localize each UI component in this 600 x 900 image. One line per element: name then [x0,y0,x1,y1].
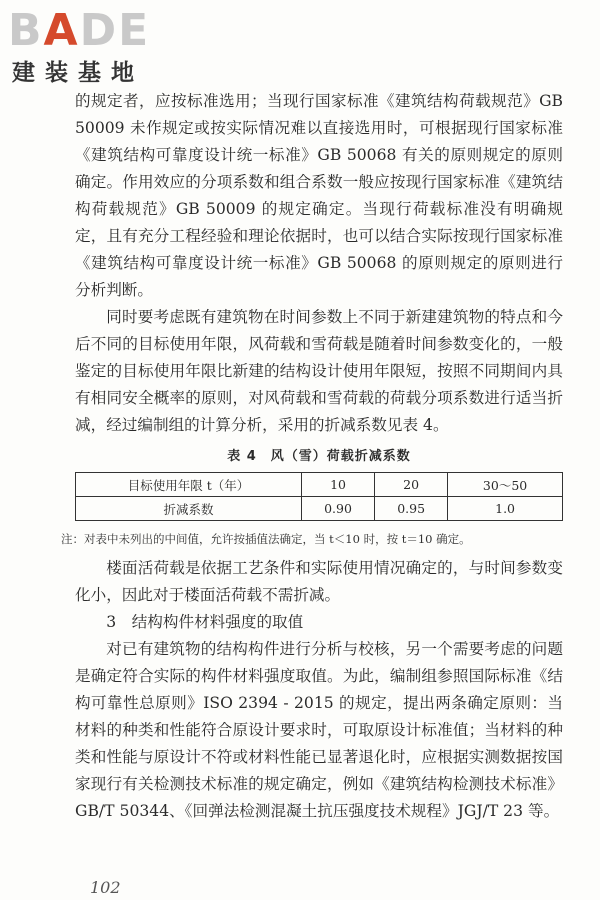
paragraph-material-strength: 对已有建筑物的结构构件进行分析与校核，另一个需要考虑的问题是确定符合实际的构件材料强度取值。为此，编制组参照国际标准《结构可靠性总原则》ISO 2394 - 2015 的规定，提出两条确定原则：当材料的种类和性能符合原设计要求时，可取原设计标准值；当材料的种类和性能与原设计不符或材料性能已显著退化时，应根据实测数据按国家现行有关检测技术标准的规定确定，例如《建筑结构检测技术标准》GB/T 50344、《回弹法检测混凝土抗压强度技术规程》JGJ/T 23 等。 [75,640,563,820]
reduction-factor-table [75,472,563,521]
table-cell: 0.95 [375,497,448,521]
table-cell: 20 [375,473,448,497]
page-body [61,88,563,825]
table-header-row [76,473,563,497]
paragraph-wind-snow-reduction: 同时要考虑既有建筑物在时间参数上不同于新建建筑物的特点和今后不同的目标使用年限，风荷载和雪荷载是随着时间参数变化的，一般鉴定的目标使用年限比新建的结构设计使用年限短，按照不同期间内具有相同安全概率的原则，对风荷载和雪荷载的荷载分项系数进行适当折减，经过编制组的计算分析，采用的折减系数见表 4。 [75,308,563,434]
bade-logo [8,6,183,90]
table-note: 注：对表中未列出的中间值，允许按插值法确定，当 t＜10 时，按 t＝10 确定。 [61,532,471,546]
table-cell: 1.0 [448,497,563,521]
table-cell: 30～50 [448,473,563,497]
logo-wordmark: BADE [8,5,151,56]
table-cell: 10 [302,473,375,497]
section-heading: 3 结构构件材料强度的取值 [106,613,304,631]
table-cell: 折减系数 [76,497,302,521]
table-cell: 目标使用年限 t（年） [76,473,302,497]
logo-subtitle: 建装基地 [12,60,144,86]
table-caption: 表 4 风（雪）荷载折减系数 [227,449,411,464]
table-row [76,497,563,521]
paragraph-load-standards: 的规定者，应按标准选用；当现行国家标准《建筑结构荷载规范》GB 50009 未作规定或按实际情况难以直接选用时，可根据现行国家标准《建筑结构可靠度设计统一标准》GB 50068 有关的原则规定的原则确定。作用效应的分项系数和组合系数一般应按现行国家标准《建筑结构荷载规范》GB 50009 的规定确定。当现行荷载标准没有明确规定，且有充分工程经验和理论依据时，也可以结合实际按现行国家标准《建筑结构可靠度设计统一标准》GB 50068 的原则规定的原则进行分析判断。 [75,92,563,299]
paragraph-floor-live-load: 楼面活荷载是依据工艺条件和实际使用情况确定的，与时间参数变化小，因此对于楼面活荷载不需折减。 [75,559,563,604]
table-cell: 0.90 [302,497,375,521]
page-number: 102 [90,878,121,897]
